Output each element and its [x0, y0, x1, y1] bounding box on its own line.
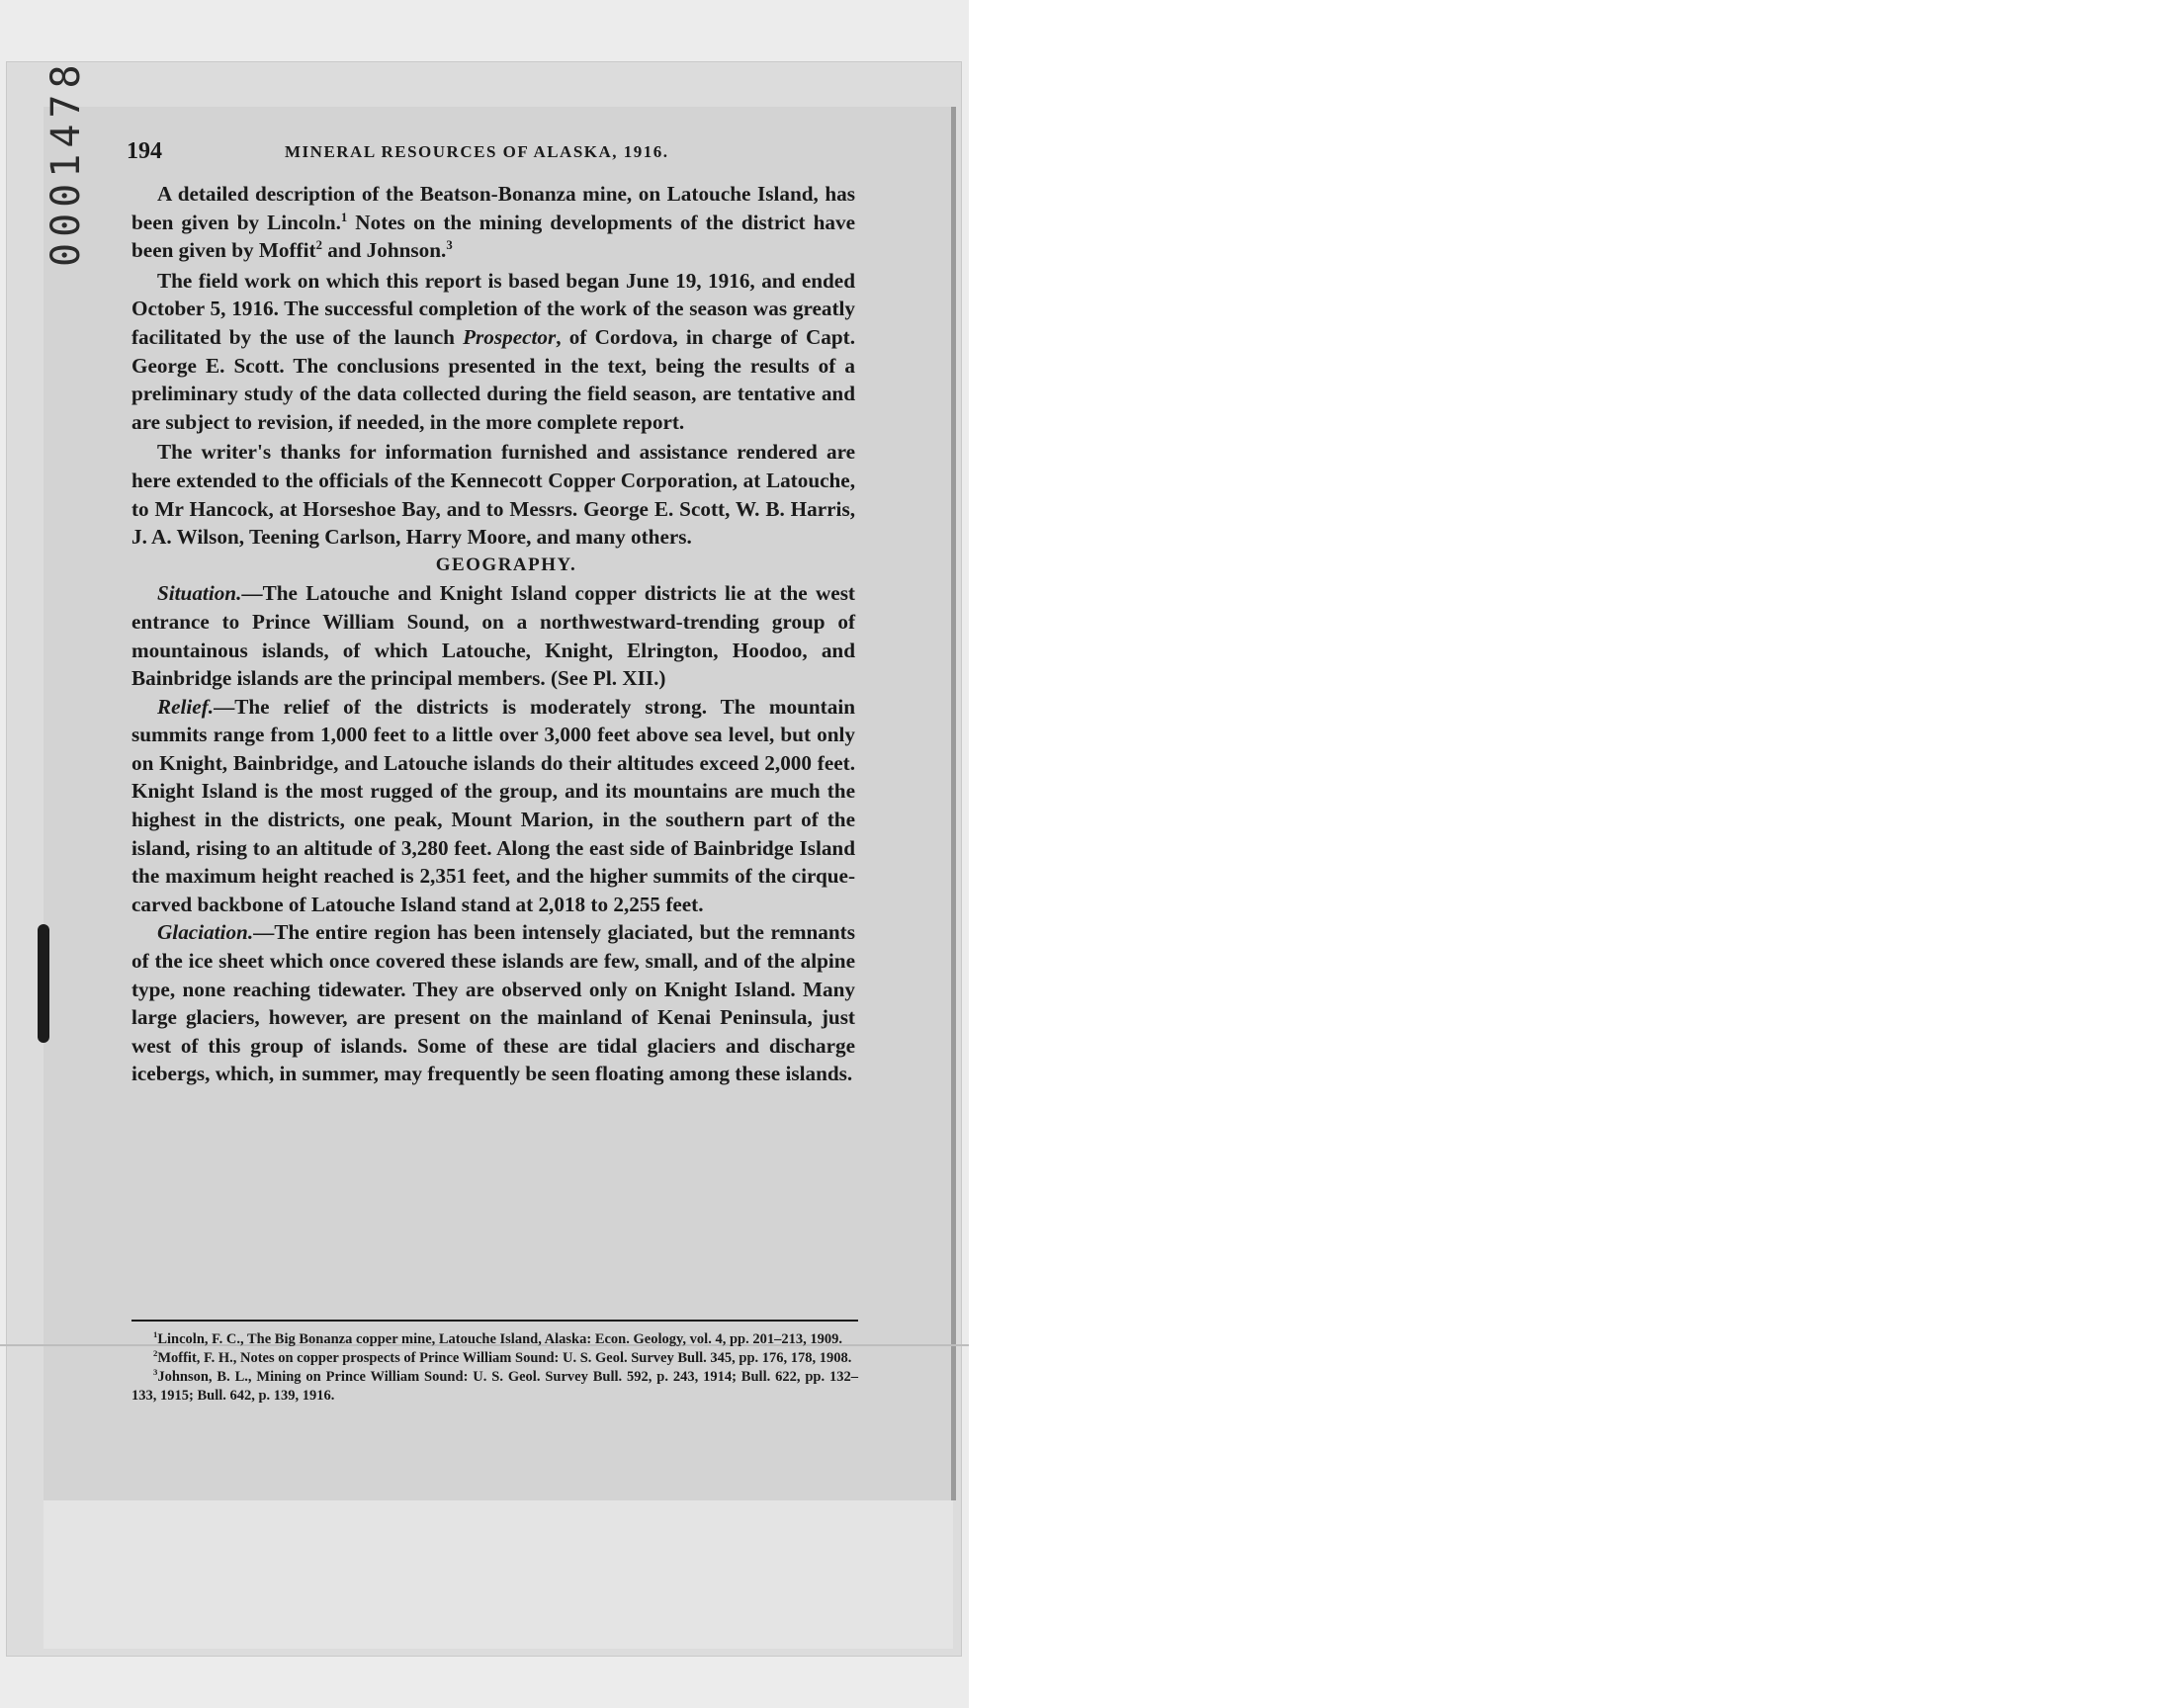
paragraph-intro-2: The field work on which this report is based began June 19, 1916, and ended October 5, 1916. The successful completion of the work of the season was greatly facilitated by the use of the launch Prospector, of Cordova, in charge of Capt. George E. Scott. The conclusions presented in the text, being the results of a preliminary study of the data collected during the field season, are tentative and are subject to revision, if needed, in the more complete report. — [131, 268, 856, 434]
footnote: $^3$Johnson, B. L., Mining on Prince William Sound: U. S. Geol. Survey Bull. 592, p. 243, 1914; Bull. 622, pp. 132–133, 1915; Bull. 642, p. 139, 1916. — [131, 1367, 858, 1404]
paragraph-relief: Relief.—The relief of the districts is moderately strong. The mountain summits range from 1,000 feet to a little over 3,000 feet above sea level, but only on Knight, Bainbridge, and Latouche islands do their altitudes exceed 2,000 feet. Knight Island is the most rugged of the group, and its mountains are much the highest in the districts, one peak, Mount Marion, in the southern part of the island, rising to an altitude of 3,280 feet. Along the east side of Bainbridge Island the maximum height reached is 2,351 feet, and the higher summits of the cirque-carved backbone of Latouche Island stand at 2,018 to 2,255 feet. — [131, 694, 855, 916]
runin-relief: Relief. — [157, 694, 215, 719]
footnote-ref-3: 3 — [446, 238, 453, 253]
page-edge — [951, 107, 956, 1500]
page-lower-margin — [44, 1500, 953, 1649]
page-number: 194 — [127, 138, 162, 164]
footnote-ref-1: 1 — [340, 210, 348, 224]
paragraph-situation: Situation.—The Latouche and Knight Island copper districts lie at the west entrance to Prince William Sound, on a northwestward-trending group of mountainous islands, of which Latouche, Knight, Elrington, Hoodoo, and Bainbridge islands are the principal members. (See Pl. XII.) — [131, 581, 855, 691]
section-heading-geography: GEOGRAPHY. — [435, 554, 577, 575]
body-text — [131, 180, 855, 1088]
footnote: $^1$Lincoln, F. C., The Big Bonanza copper mine, Latouche Island, Alaska: Econ. Geology, vol. 4, pp. 201–213, 1909. — [153, 1329, 842, 1347]
paragraph-acknowledgments: The writer's thanks for information furnished and assistance rendered are here extended to the officials of the Kennecott Copper Corporation, at Latouche, to Mr Hancock, at Horseshoe Bay, and to Messrs. George E. Scott, W. B. Harris, J. A. Wilson, Teening Carlson, Harry Moore, and many others. — [131, 440, 855, 550]
binding-shadow — [38, 924, 49, 1043]
runin-situation: Situation. — [157, 581, 242, 606]
vessel-name: Prospector — [463, 324, 557, 349]
footnote: $^2$Moffit, F. H., Notes on copper prospects of Prince William Sound: U. S. Geol. Survey Bull. 345, pp. 176, 178, 1908. — [153, 1348, 852, 1366]
running-head: MINERAL RESOURCES OF ALASKA, 1916. — [285, 142, 669, 161]
page-header — [127, 138, 858, 174]
footnote-rule — [131, 1320, 858, 1322]
footnote-ref-2: 2 — [315, 238, 322, 253]
scan-background — [0, 0, 969, 1708]
footnotes — [131, 1330, 858, 1406]
runin-glaciation: Glaciation. — [157, 920, 254, 945]
paragraph-intro-1: A detailed description of the Beatson-Bonanza mine, on Latouche Island, has been given by Lincoln.$^1$ Notes on the mining developments of the district have been given by Moffit$^2$ and Johnson.$^3$ — [131, 182, 855, 263]
paragraph-glaciation: Glaciation.—The entire region has been intensely glaciated, but the remnants of the ice sheet which once covered these islands are few, small, and of the alpine type, none reaching tidewater. They are observed only on Knight Island. Many large glaciers, however, are present on the mainland of Kenai Peninsula, just west of this group of islands. Some of these are tidal glaciers and discharge icebergs, which, in summer, may frequently be seen floating among these islands. — [131, 920, 855, 1086]
